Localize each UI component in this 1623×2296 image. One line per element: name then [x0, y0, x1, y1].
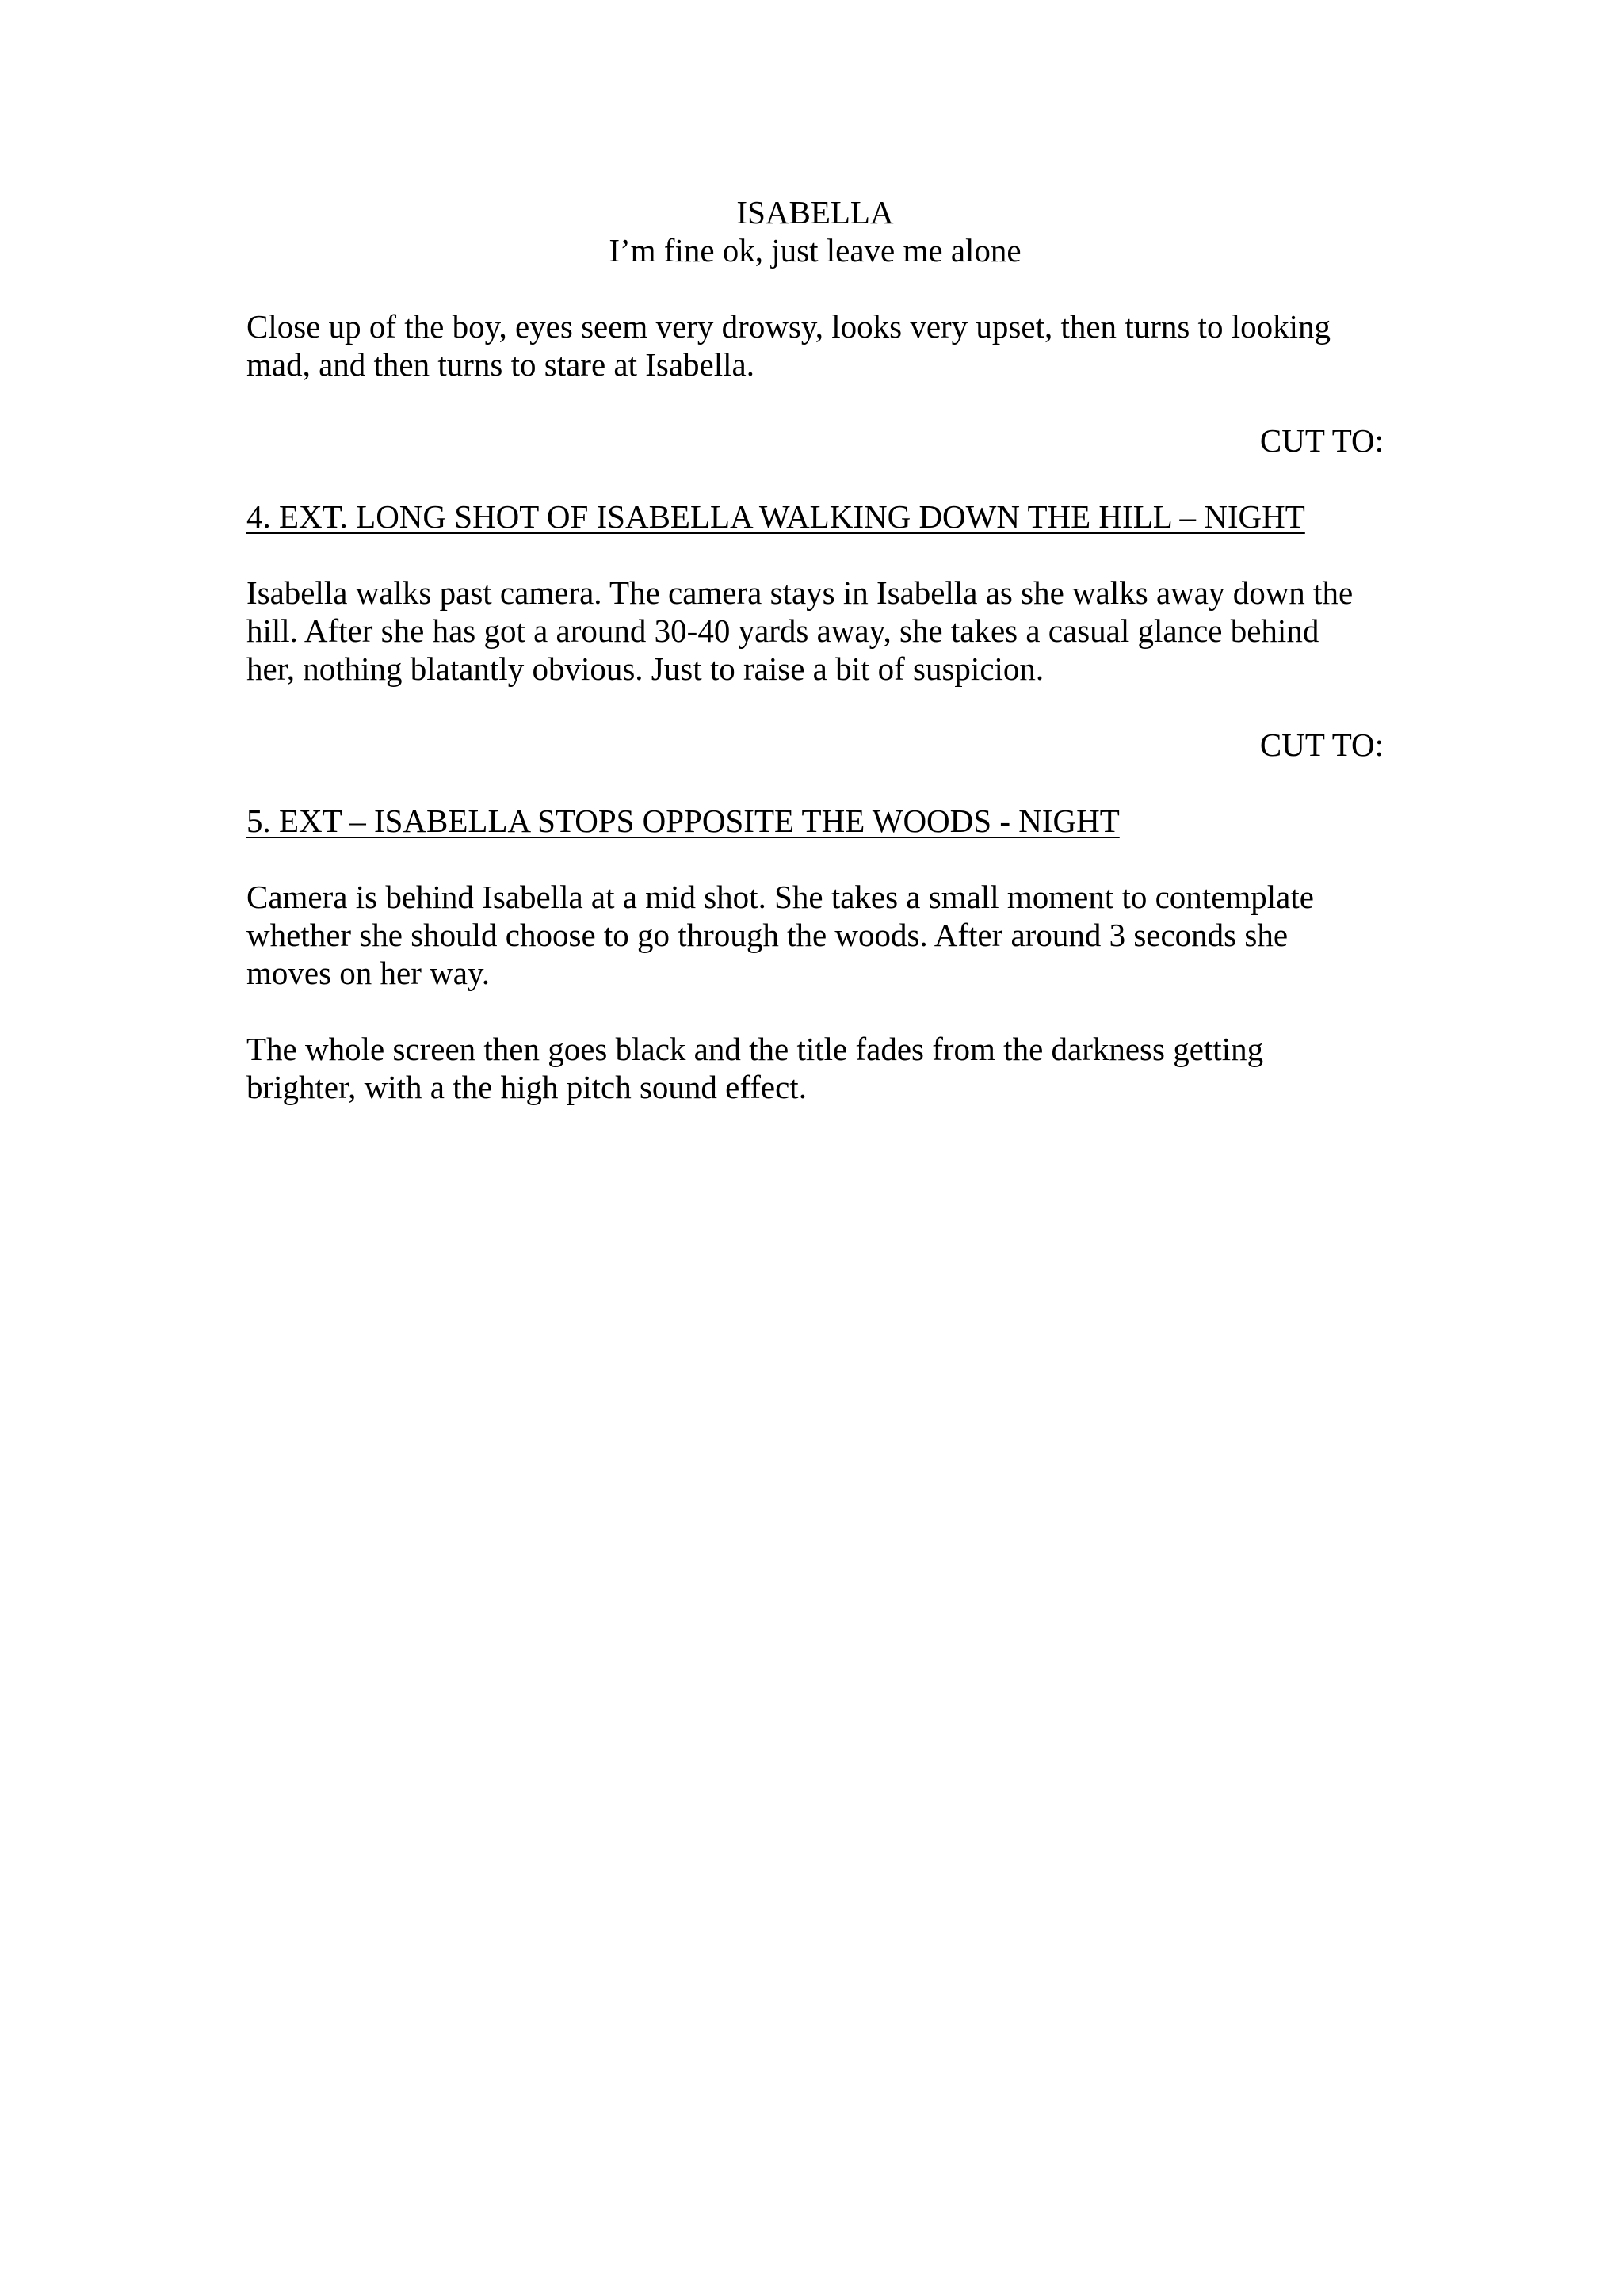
- action-paragraph-4: [246, 1030, 1384, 1106]
- character-name: ISABELLA: [736, 194, 894, 231]
- spacer: [246, 992, 1384, 1030]
- action-line: Camera is behind Isabella at a mid shot. She takes a small moment to contemplate: [246, 879, 1314, 915]
- spacer: [246, 269, 1384, 307]
- spacer: [246, 460, 1384, 498]
- transition-cut-to-2: CUT TO:: [1259, 727, 1384, 763]
- action-line: Close up of the boy, eyes seem very drowsy, looks very upset, then turns to looking: [246, 308, 1331, 345]
- dialogue-line: I’m fine ok, just leave me alone: [609, 232, 1022, 269]
- action-line: The whole screen then goes black and the title fades from the darkness getting: [246, 1031, 1264, 1067]
- action-line: her, nothing blatantly obvious. Just to raise a bit of suspicion.: [246, 650, 1044, 687]
- scene-heading-4: 4. EXT. LONG SHOT OF ISABELLA WALKING DOWN THE HILL – NIGHT: [246, 498, 1305, 535]
- spacer: [246, 764, 1384, 802]
- transition-cut-to-1: CUT TO:: [1259, 422, 1384, 459]
- scene-heading-5: 5. EXT – ISABELLA STOPS OPPOSITE THE WOODS - NIGHT: [246, 803, 1120, 839]
- action-paragraph-2: [246, 574, 1384, 688]
- action-line: moves on her way.: [246, 955, 491, 991]
- spacer: [246, 536, 1384, 574]
- spacer: [246, 688, 1384, 726]
- action-line: mad, and then turns to stare at Isabella.: [246, 346, 754, 383]
- action-paragraph-3: [246, 878, 1384, 992]
- spacer: [246, 840, 1384, 878]
- action-paragraph-1: [246, 307, 1384, 383]
- script-content: [246, 193, 1384, 1106]
- action-line: hill. After she has got a around 30-40 yards away, she takes a casual glance behind: [246, 612, 1319, 649]
- action-line: Isabella walks past camera. The camera stays in Isabella as she walks away down the: [246, 574, 1354, 611]
- action-line: brighter, with a the high pitch sound effect.: [246, 1069, 807, 1105]
- spacer: [246, 383, 1384, 421]
- action-line: whether she should choose to go through the woods. After around 3 seconds she: [246, 917, 1289, 953]
